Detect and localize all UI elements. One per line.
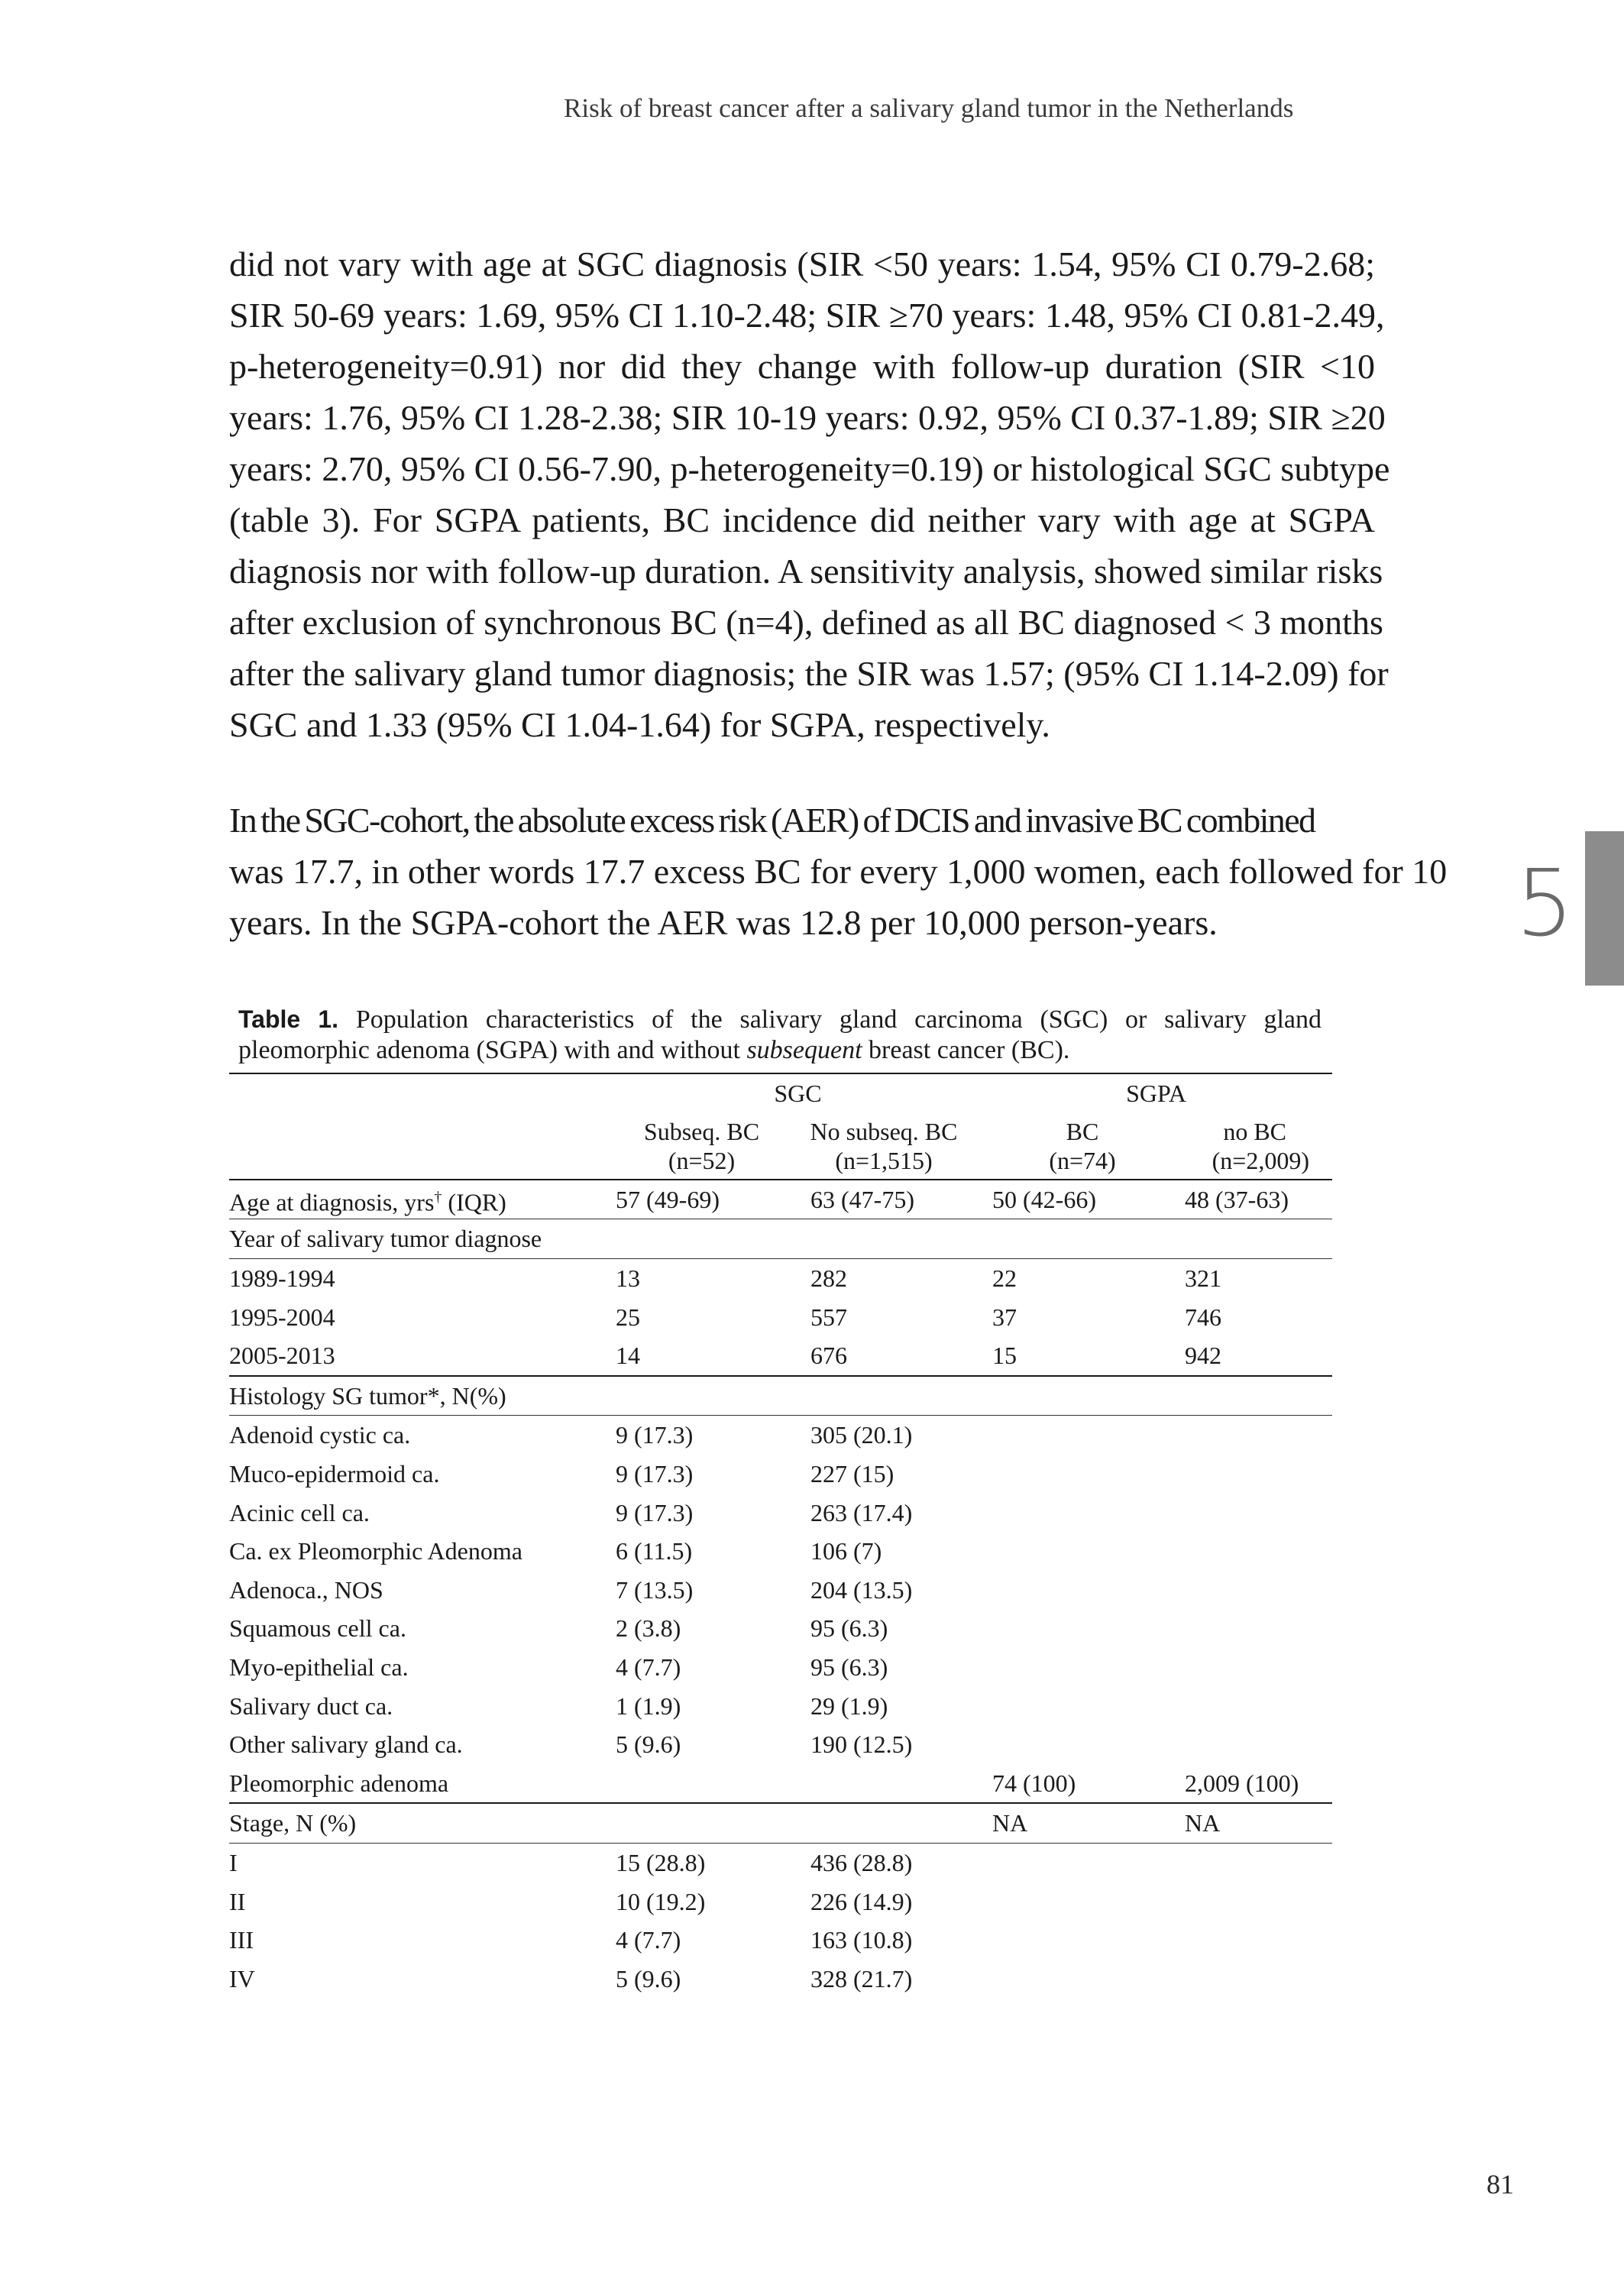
table-row [229, 1764, 1332, 1804]
cell: 328 (21.7) [810, 1964, 913, 1993]
cell: 263 (17.4) [810, 1498, 913, 1526]
text-line: years: 1.76, 95% CI 1.28-2.38; SIR 10-19 years: 0.92, 95% CI 0.37-1.89; SIR ≥20 [229, 398, 1386, 437]
cell: NA [980, 1803, 1185, 1843]
row-label: Pleomorphic adenoma [229, 1769, 449, 1797]
caption-text: pleomorphic adenoma (SGPA) with and without [238, 1036, 747, 1064]
cell: 190 (12.5) [810, 1730, 913, 1759]
characteristics-table [229, 1073, 1332, 1998]
column-header-subseq-bc: Subseq. BC (n=52) [643, 1117, 760, 1174]
cell [980, 1493, 1185, 1532]
chapter-number: 5 [1516, 851, 1574, 957]
row-label: Acinic cell ca. [229, 1498, 370, 1526]
cell: 15 (28.8) [616, 1843, 788, 1882]
text-line: years: 2.70, 95% CI 0.56-7.90, p-heterogeneity=0.19) or histological SGC subtype [229, 449, 1390, 488]
row-label: 1995-2004 [229, 1303, 335, 1331]
row-label: Adenoid cystic ca. [229, 1416, 616, 1455]
cell: 942 [1185, 1342, 1221, 1370]
column-header-no-bc: no BC (n=2,009) [1212, 1117, 1309, 1174]
row-label: Adenoca., NOS [229, 1575, 383, 1604]
caption-text: Population characteristics of the salivary gland carcinoma (SGC) or salivary gland [355, 1005, 1322, 1034]
cell: 2 (3.8) [616, 1614, 681, 1643]
text-line: SGC and 1.33 (95% CI 1.04-1.64) for SGPA, respectively. [229, 705, 1050, 744]
table-row [229, 1609, 1332, 1648]
cell: 557 [810, 1303, 847, 1331]
table-row-age [229, 1180, 1332, 1219]
row-label: III [229, 1926, 254, 1954]
text-line: after the salivary gland tumor diagnosis; the SIR was 1.57; (95% CI 1.14-2.09) for [229, 654, 1389, 693]
cell [1185, 1493, 1332, 1532]
caption-line-2 [238, 1035, 1322, 1066]
section-label: Stage, N (%) [229, 1803, 616, 1843]
text-line: p-heterogeneity=0.91) nor did they change with follow-up duration (SIR <10 [229, 347, 1375, 386]
cell: 436 (28.8) [788, 1843, 980, 1882]
body-paragraph-2 [229, 795, 1448, 948]
column-header-no-subseq-bc: No subseq. BC (n=1,515) [810, 1117, 958, 1174]
text-line: years. In the SGPA-cohort the AER was 12.8 per 10,000 person-years. [229, 903, 1218, 942]
cell [1185, 1725, 1332, 1764]
cell: 37 [992, 1303, 1017, 1331]
cell: 48 (37-63) [1185, 1180, 1332, 1219]
table-row [229, 1648, 1332, 1687]
cell: 163 (10.8) [810, 1926, 913, 1954]
group-header-sgpa: SGPA [980, 1073, 1332, 1113]
table-row [229, 1258, 1332, 1297]
row-label: 2005-2013 [229, 1342, 335, 1370]
text-line: was 17.7, in other words 17.7 excess BC for every 1,000 women, each followed for 10 [229, 852, 1448, 891]
cell [1185, 1686, 1332, 1725]
table-section-stage [229, 1803, 1332, 1843]
cell: 50 (42-66) [980, 1180, 1185, 1219]
cell: 746 [1185, 1303, 1221, 1331]
cell [1185, 1882, 1332, 1921]
caption-label: Table 1. [238, 1005, 339, 1033]
cell [980, 1416, 1185, 1455]
section-label: Histology SG tumor*, N(%) [229, 1376, 616, 1416]
caption-line-1 [238, 1004, 1322, 1035]
table-row [229, 1297, 1332, 1336]
cell [1185, 1532, 1332, 1571]
cell: 74 (100) [992, 1769, 1076, 1797]
cell: 226 (14.9) [810, 1887, 913, 1915]
row-label: Squamous cell ca. [229, 1614, 406, 1643]
row-label: II [229, 1887, 246, 1915]
table-section-histology [229, 1376, 1332, 1416]
cell [1185, 1959, 1332, 1998]
table-row [229, 1571, 1332, 1610]
table-section-year [229, 1219, 1332, 1259]
table-row [229, 1959, 1332, 1998]
row-label: Age at diagnosis, yrs† (IQR) [229, 1180, 616, 1219]
cell [1185, 1455, 1332, 1494]
cell [980, 1725, 1185, 1764]
column-header-bc: BC (n=74) [1049, 1117, 1116, 1174]
cell: 95 (6.3) [810, 1653, 888, 1682]
cell [980, 1455, 1185, 1494]
cell: 282 [788, 1258, 980, 1297]
cell [1185, 1921, 1332, 1960]
cell: 25 [616, 1303, 640, 1331]
table-caption [238, 1004, 1322, 1066]
cell: 204 (13.5) [810, 1575, 913, 1604]
cell [1185, 1843, 1332, 1882]
table-row [229, 1493, 1332, 1532]
cell [616, 1764, 788, 1804]
cell [788, 1764, 980, 1804]
cell: 7 (13.5) [616, 1575, 694, 1604]
cell [980, 1532, 1185, 1571]
table-column-header-row [229, 1113, 1332, 1180]
cell: 5 (9.6) [616, 1964, 681, 1993]
cell: 1 (1.9) [616, 1691, 681, 1720]
row-label: I [229, 1843, 616, 1882]
caption-italic: subsequent [746, 1036, 862, 1064]
cell: 6 (11.5) [616, 1537, 693, 1565]
cell: 29 (1.9) [810, 1691, 888, 1720]
cell: 106 (7) [810, 1537, 882, 1565]
cell: 15 [992, 1342, 1017, 1370]
table-row [229, 1416, 1332, 1455]
table-row [229, 1532, 1332, 1571]
text-line: diagnosis nor with follow-up duration. A sensitivity analysis, showed similar risks [229, 552, 1383, 591]
page-number: 81 [1487, 2169, 1514, 2200]
cell [980, 1882, 1185, 1921]
cell: 9 (17.3) [616, 1498, 694, 1526]
cell: 10 (19.2) [616, 1887, 706, 1915]
cell [980, 1609, 1185, 1648]
group-header-sgc: SGC [616, 1073, 980, 1113]
cell: 57 (49-69) [616, 1180, 788, 1219]
row-label: 1989-1994 [229, 1258, 616, 1297]
row-label: Muco-epidermoid ca. [229, 1460, 440, 1488]
cell [980, 1843, 1185, 1882]
cell [980, 1648, 1185, 1687]
table-row [229, 1882, 1332, 1921]
row-label: Other salivary gland ca. [229, 1730, 463, 1759]
cell [980, 1686, 1185, 1725]
text-line: SIR 50-69 years: 1.69, 95% CI 1.10-2.48; SIR ≥70 years: 1.48, 95% CI 0.81-2.49, [229, 296, 1385, 335]
cell [1185, 1609, 1332, 1648]
row-label: Ca. ex Pleomorphic Adenoma [229, 1537, 522, 1565]
cell [980, 1959, 1185, 1998]
text-line: after exclusion of synchronous BC (n=4), defined as all BC diagnosed < 3 months [229, 603, 1383, 642]
cell [1185, 1571, 1332, 1610]
caption-text: breast cancer (BC). [862, 1036, 1070, 1064]
row-label: Salivary duct ca. [229, 1691, 393, 1720]
cell: 321 [1185, 1258, 1332, 1297]
table-row [229, 1455, 1332, 1494]
cell: 305 (20.1) [788, 1416, 980, 1455]
text-line: (table 3). For SGPA patients, BC incidence did neither vary with age at SGPA [229, 500, 1375, 539]
row-label: Myo-epithelial ca. [229, 1653, 409, 1682]
cell [1185, 1416, 1332, 1455]
text-line: In the SGC-cohort, the absolute excess risk (AER) of DCIS and invasive BC combined [229, 801, 1315, 840]
running-head: Risk of breast cancer after a salivary gland tumor in the Netherlands [564, 93, 1294, 123]
table-row [229, 1336, 1332, 1376]
cell: 4 (7.7) [616, 1653, 681, 1682]
cell: NA [1185, 1803, 1332, 1843]
text-line: did not vary with age at SGC diagnosis (SIR <50 years: 1.54, 95% CI 0.79-2.68; [229, 244, 1375, 283]
cell: 9 (17.3) [616, 1416, 788, 1455]
cell: 2,009 (100) [1185, 1769, 1299, 1797]
table-group-header-row [229, 1073, 1332, 1113]
cell: 227 (15) [810, 1460, 894, 1488]
section-label: Year of salivary tumor diagnose [229, 1219, 616, 1259]
cell: 13 [616, 1258, 788, 1297]
table-row [229, 1686, 1332, 1725]
cell: 95 (6.3) [810, 1614, 888, 1643]
row-label: IV [229, 1964, 255, 1993]
table-row [229, 1921, 1332, 1960]
cell: 9 (17.3) [616, 1460, 694, 1488]
body-paragraph-1 [229, 238, 1390, 750]
table-row [229, 1843, 1332, 1882]
cell: 14 [616, 1342, 640, 1370]
chapter-tab-marker [1585, 831, 1624, 986]
cell: 5 (9.6) [616, 1730, 681, 1759]
cell [1185, 1648, 1332, 1687]
cell: 676 [810, 1342, 847, 1370]
cell [980, 1921, 1185, 1960]
cell: 63 (47-75) [788, 1180, 980, 1219]
cell: 22 [980, 1258, 1185, 1297]
cell: 4 (7.7) [616, 1926, 681, 1954]
table-row [229, 1725, 1332, 1764]
cell [980, 1571, 1185, 1610]
